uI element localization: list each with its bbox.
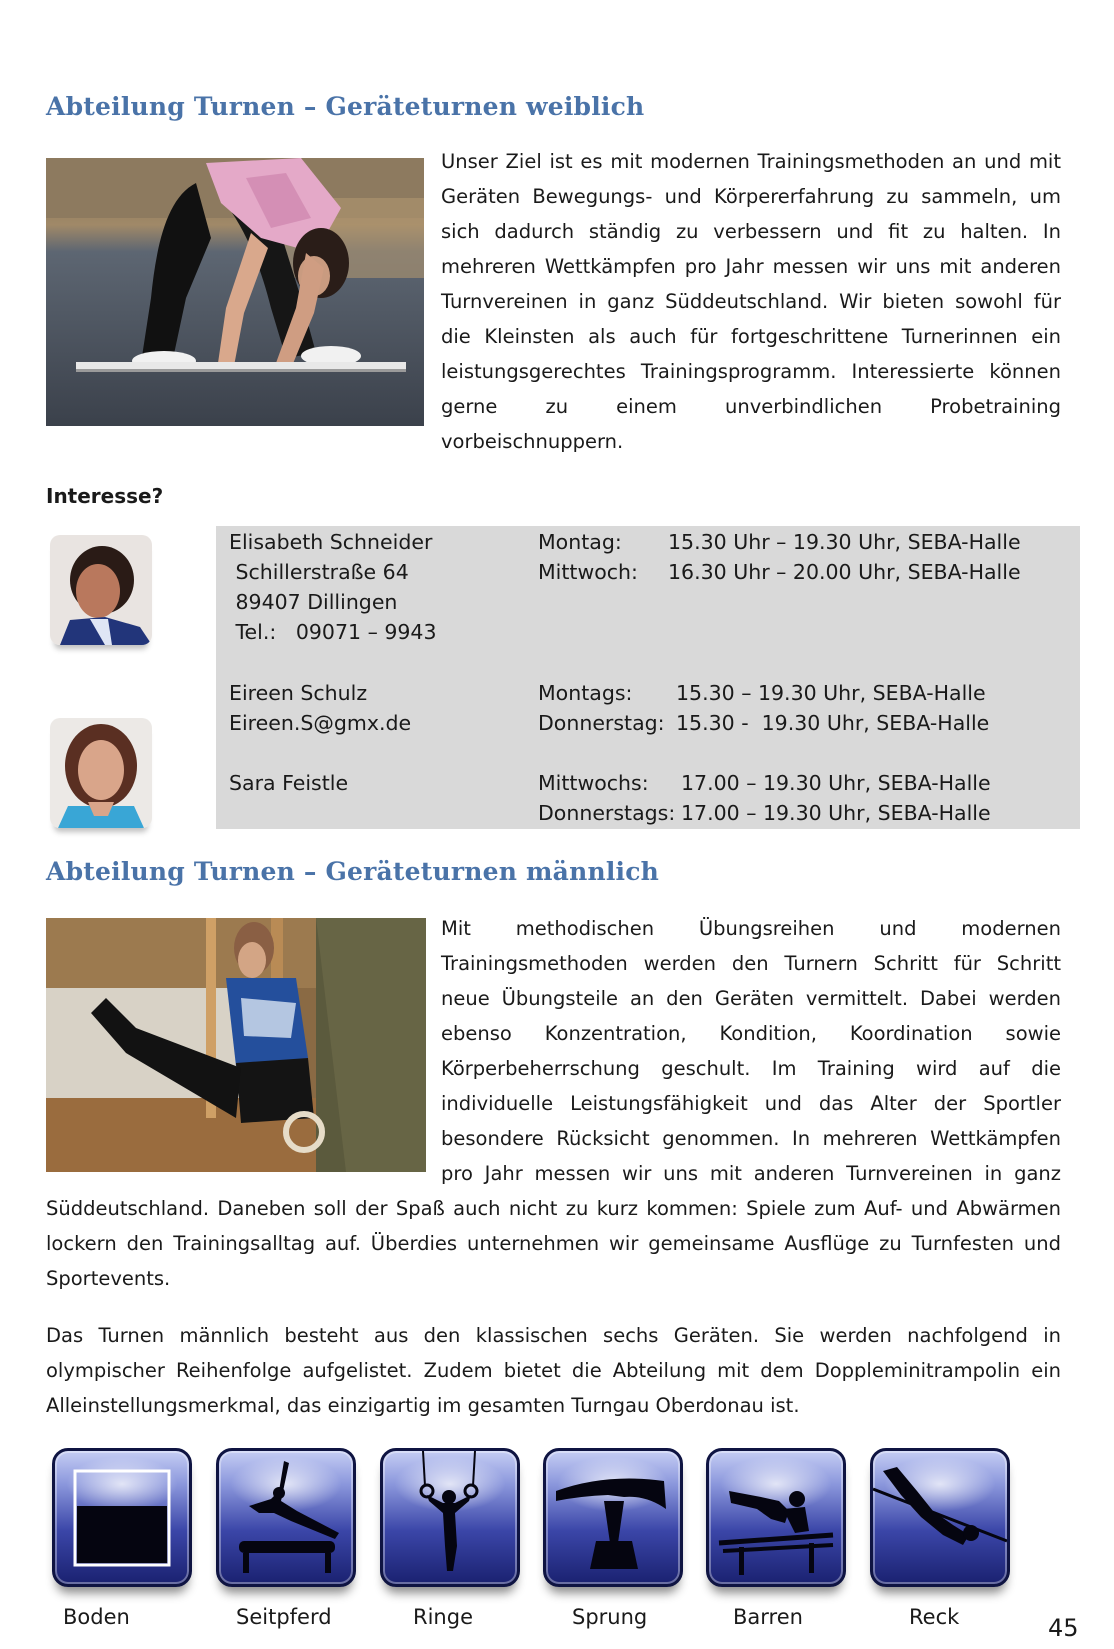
vault-icon [543,1448,683,1587]
female-description [441,144,1061,459]
pommel-horse-icon [216,1448,356,1587]
female-line: Unser Ziel ist es mit modernen Trainingsmethoden an und mit [441,150,1061,173]
male-line: neue Übungsteile an den Geräten vermittelt. Dabei werden [441,987,1061,1010]
female-line: die Kleinsten als auch für fortgeschrittene Turnerinnen ein [441,325,1061,348]
male-line: Süddeutschland. Daneben soll der Spaß auch nicht zu kurz kommen: Spiele zum Auf- und Abwärmen [46,1197,1061,1220]
intro-line: Alleinstellungsmerkmal, das einzigartig im gesamten Turngau Oberdonau ist. [46,1394,800,1417]
female-line: sich dadurch ständig zu verbessern und fit zu halten. In [441,220,1061,243]
male-line: Mit methodischen Übungsreihen und modernen [441,917,1061,940]
apparatus-label-ringe: Ringe [413,1605,473,1629]
contact-1-schedule [538,527,1021,587]
section-title-female: Abteilung Turnen – Geräteturnen weiblich [46,92,645,121]
contact-2-schedule [538,678,989,738]
female-gymnast-photo [46,158,424,426]
male-line: Körperbeherrschung geschult. Im Training wird auf die [441,1057,1061,1080]
schedule-time: 17.00 – 19.30 Uhr, SEBA-Halle [681,801,991,825]
contact-2-address [229,678,411,738]
contact-line: Eireen Schulz [229,681,368,705]
interest-label: Interesse? [46,484,164,508]
intro-line: Das Turnen männlich besteht aus den klassischen sechs Geräten. Sie werden nachfolgend in [46,1324,1061,1347]
section-title-male: Abteilung Turnen – Geräteturnen männlich [46,857,660,886]
apparatus-label-reck: Reck [909,1605,960,1629]
male-gymnast-photo [46,918,426,1172]
contact-line: Elisabeth Schneider [229,530,433,554]
rings-icon [380,1448,520,1587]
schedule-time: 16.30 Uhr – 20.00 Uhr, SEBA-Halle [668,560,1021,584]
parallel-bars-icon [706,1448,846,1587]
apparatus-label-barren: Barren [733,1605,803,1629]
male-line: ebenso Konzentration, Kondition, Koordination sowie [441,1022,1061,1045]
female-line: Turnvereinen in ganz Süddeutschland. Wir bieten sowohl für [441,290,1061,313]
trainer-portrait-2 [50,718,152,828]
male-line: Sportevents. [46,1267,171,1290]
male-description-full [46,1191,1061,1296]
trainer-portrait-1 [50,535,152,645]
male-line: Trainingsmethoden werden den Turnern Schritt für Schritt [441,952,1061,975]
schedule-day: Montags: [538,681,633,705]
female-line: Geräten Bewegungs- und Körpererfahrung zu sammeln, um [441,185,1061,208]
contact-line: Schillerstraße 64 [229,560,409,584]
intro-line: olympischer Reihenfolge aufgelistet. Zudem bietet die Abteilung mit dem Doppleminitrampolin ein [46,1359,1061,1382]
schedule-time: 15.30 Uhr – 19.30 Uhr, SEBA-Halle [668,530,1021,554]
contact-line: Tel.: 09071 – 9943 [229,620,437,644]
apparatus-label-boden: Boden [63,1605,130,1629]
schedule-time: 15.30 – 19.30 Uhr, SEBA-Halle [676,681,986,705]
apparatus-label-sprung: Sprung [572,1605,648,1629]
contact-line: Sara Feistle [229,771,349,795]
female-line: gerne zu einem unverbindlichen Probetraining [441,395,1061,418]
schedule-time: 15.30 - 19.30 Uhr, SEBA-Halle [676,711,990,735]
schedule-day: Donnerstag: [538,711,665,735]
male-description-wrap [441,911,1061,1191]
female-line: leistungsgerechtes Trainingsprogramm. Interessierte können [441,360,1061,383]
schedule-time: 17.00 – 19.30 Uhr, SEBA-Halle [681,771,991,795]
apparatus-label-seitpferd: Seitpferd [236,1605,332,1629]
floor-icon [52,1448,192,1587]
contact-3-schedule [538,768,991,828]
contact-1-address [229,527,437,647]
male-line: lockern den Trainingsalltag auf. Überdies unternehmen wir gemeinsame Ausflüge zu Turnfesten und [46,1232,1061,1255]
male-line: pro Jahr messen wir uns mit anderen Turnvereinen in ganz [441,1162,1061,1185]
contact-email[interactable]: Eireen.S@gmx.de [229,711,412,735]
female-line: vorbeischnuppern. [441,430,624,453]
male-line: besondere Rücksicht genommen. In mehreren Wettkämpfen [441,1127,1061,1150]
female-line: mehreren Wettkämpfen pro Jahr messen wir uns mit anderen [441,255,1061,278]
schedule-day: Mittwoch: [538,560,638,584]
apparatus-intro [46,1318,1061,1423]
high-bar-icon [870,1448,1010,1587]
schedule-day: Montag: [538,530,622,554]
contact-3-address [229,768,348,798]
contact-line: 89407 Dillingen [229,590,398,614]
page-number: 45 [1048,1614,1079,1642]
male-line: individuelle Leistungsfähigkeit und das Alter der Sportler [441,1092,1061,1115]
schedule-day: Donnerstags: [538,801,676,825]
schedule-day: Mittwochs: [538,771,649,795]
